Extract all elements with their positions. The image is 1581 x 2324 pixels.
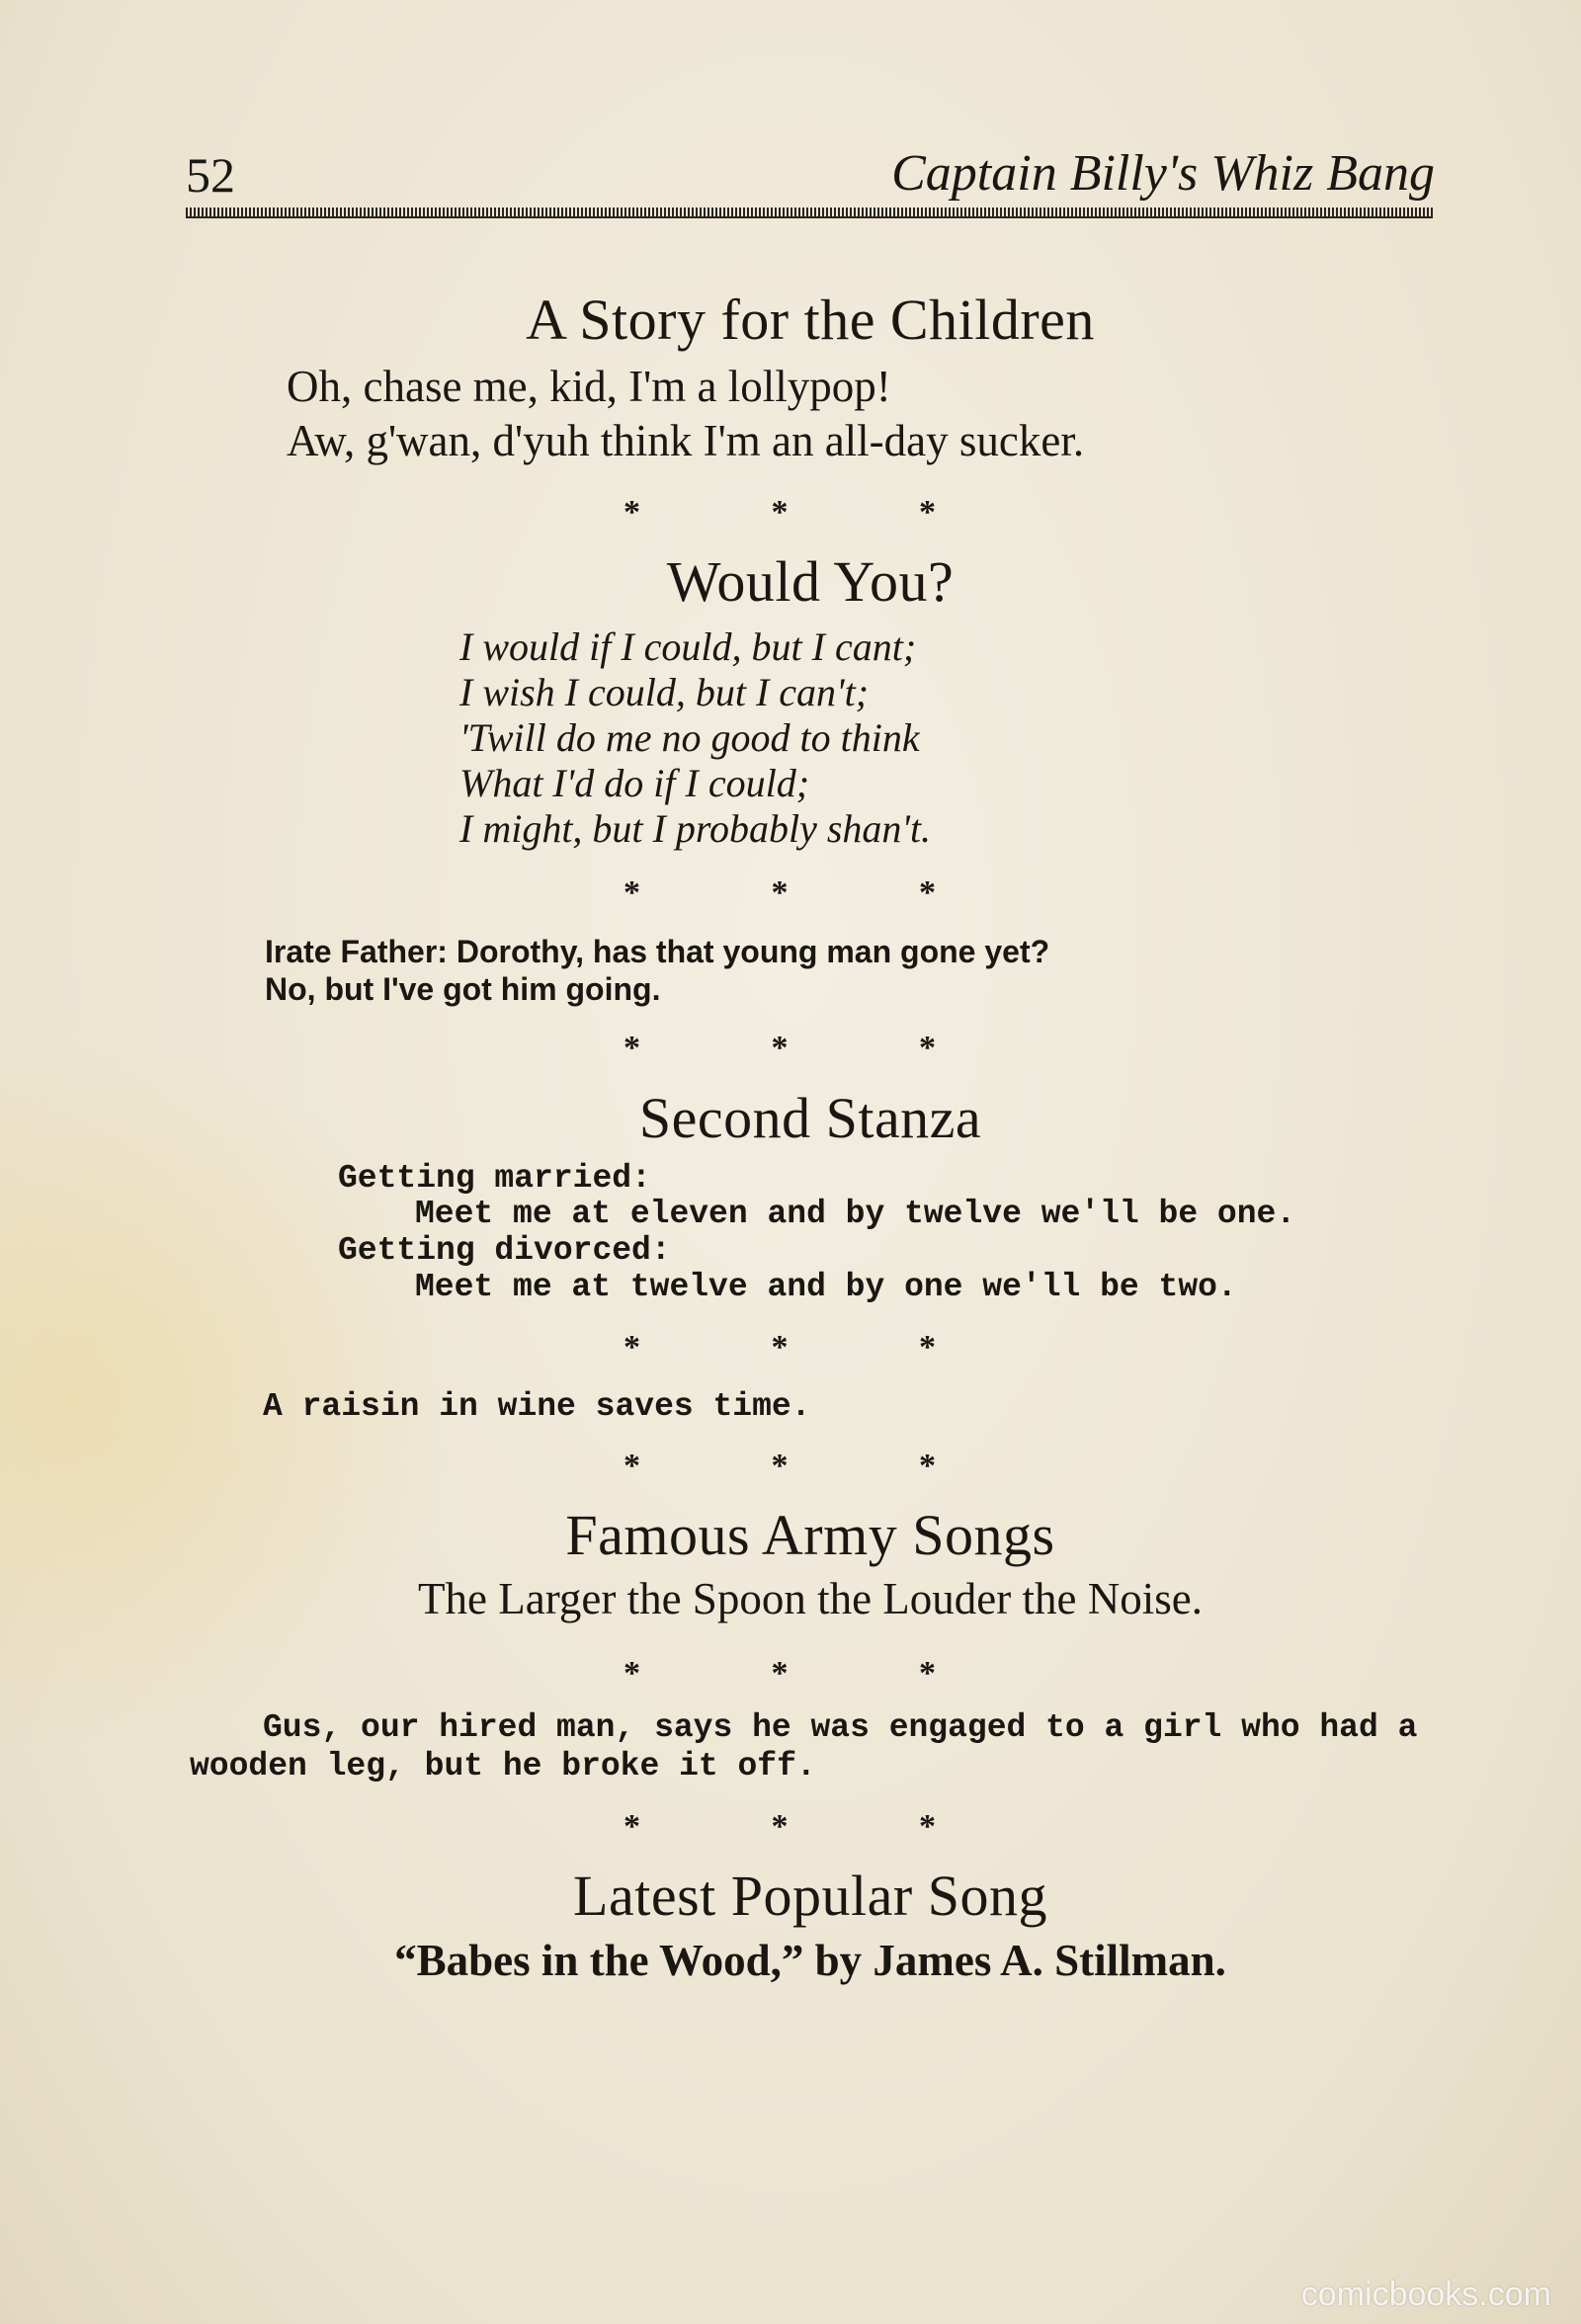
popular-song-line: “Babes in the Wood,” by James A. Stillman. — [394, 1936, 1226, 1985]
irate-father-line-1: Irate Father: Dorothy, has that young man gone yet? — [265, 934, 1050, 969]
separator-stars: * * * — [624, 1329, 997, 1366]
separator-stars: * * * — [624, 1448, 997, 1484]
header-rule — [186, 208, 1433, 218]
separator-stars: * * * — [624, 1655, 997, 1692]
poem-line-1: I would if I could, but I cant; — [459, 624, 917, 669]
married-text: Meet me at eleven and by twelve we'll be one. — [415, 1196, 1296, 1232]
watermark-text: comicbooks.com — [1300, 2276, 1551, 2313]
divorced-label: Getting divorced: — [338, 1232, 671, 1269]
irate-father-line-2: No, but I've got him going. — [265, 971, 661, 1007]
separator-stars: * * * — [624, 1808, 997, 1845]
story-line-2: Aw, g'wan, d'yuh think I'm an all-day sucker. — [287, 416, 1085, 465]
poem-line-4: What I'd do if I could; — [459, 761, 810, 805]
separator-stars: * * * — [624, 1030, 997, 1066]
army-songs-title: Famous Army Songs — [565, 1503, 1055, 1567]
second-stanza-title: Second Stanza — [638, 1086, 982, 1150]
poem-line-2: I wish I could, but I can't; — [459, 670, 870, 714]
story-title: A Story for the Children — [526, 288, 1095, 352]
gus-line-2: wooden leg, but he broke it off. — [190, 1748, 816, 1784]
popular-song-title: Latest Popular Song — [573, 1864, 1047, 1928]
separator-stars: * * * — [624, 494, 997, 531]
divorced-text: Meet me at twelve and by one we'll be two. — [415, 1269, 1237, 1305]
magazine-title: Captain Billy's Whiz Bang — [891, 145, 1435, 202]
poem-line-3: 'Twill do me no good to think — [459, 715, 920, 760]
story-line-1: Oh, chase me, kid, I'm a lollypop! — [287, 362, 891, 411]
would-you-title: Would You? — [666, 549, 955, 614]
married-label: Getting married: — [338, 1160, 651, 1197]
gus-line-1: Gus, our hired man, says he was engaged to a girl who had a — [263, 1709, 1418, 1746]
raisin-joke: A raisin in wine saves time. — [263, 1388, 811, 1425]
army-songs-line: The Larger the Spoon the Louder the Noise. — [418, 1574, 1203, 1623]
page-number: 52 — [186, 147, 235, 203]
separator-stars: * * * — [624, 874, 997, 911]
poem-line-5: I might, but I probably shan't. — [459, 806, 932, 851]
